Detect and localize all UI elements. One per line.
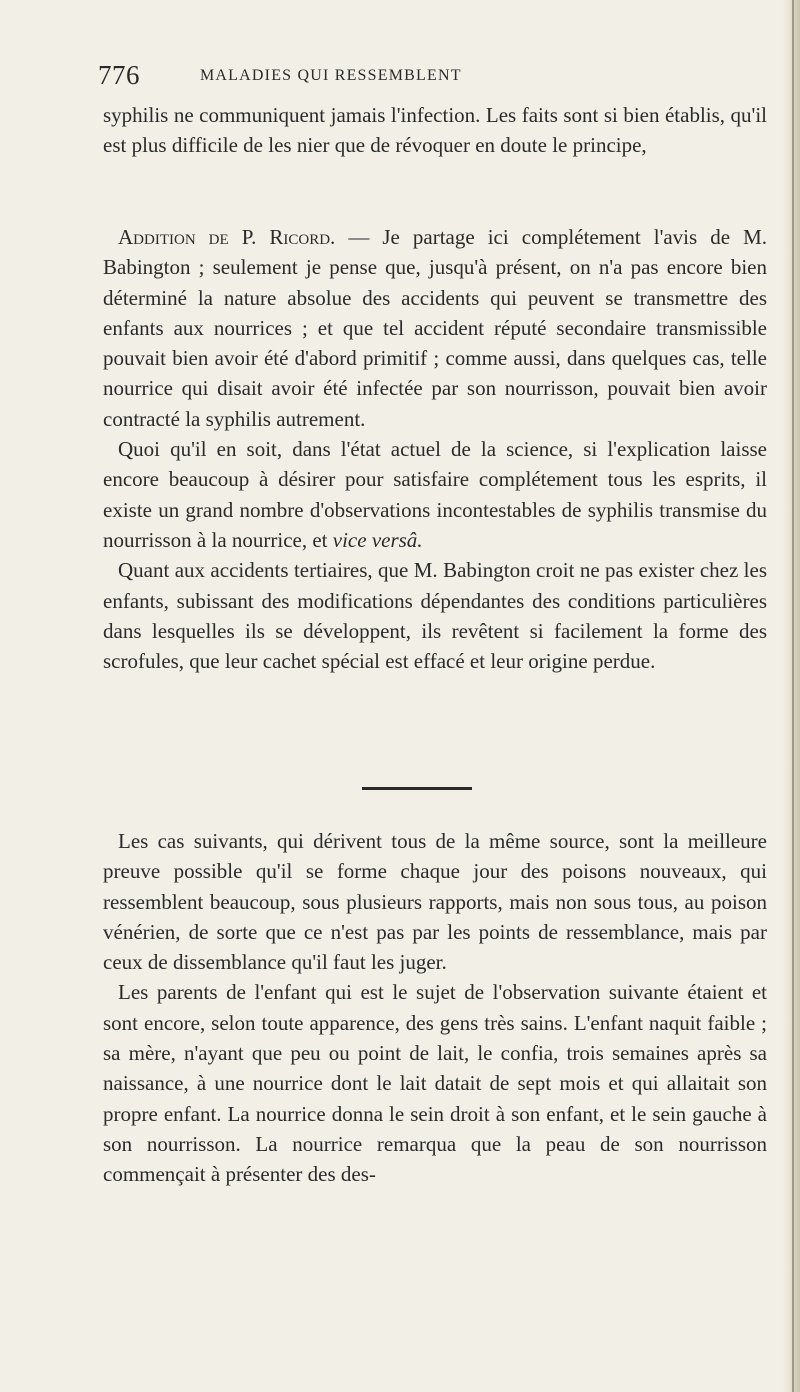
section-divider — [362, 787, 472, 790]
text-block-addition — [103, 222, 767, 676]
paragraph-continuation: syphilis ne communiquent jamais l'infection. Les faits sont si bien établis, qu'il est plus difficile de les nier que de révoquer en doute le principe, — [103, 103, 767, 158]
page-number: 776 — [98, 60, 140, 90]
page-binding-edge — [792, 0, 794, 1392]
paragraph-addition-ricord — [103, 222, 767, 434]
text-block-top — [103, 100, 767, 161]
paragraph-cases: Les cas suivants, qui dérivent tous de la même source, sont la meilleure preuve possible qu'il se forme chaque jour des poisons nouveaux, qui ressemblent beaucoup, sous plusieurs rapports, mais non sous tous, au poison vénérien, de sorte que ce n'est pas par les points de ressemblance, mais par ceux de dissemblance qu'il faut les juger. — [103, 829, 767, 975]
paragraph-observation: Les parents de l'enfant qui est le sujet de l'observation suivante étaient et sont encore, selon toute apparence, des gens très sains. L'enfant naquit faible ; sa mère, n'ayant que peu ou point de lait, le confia, trois semaines après sa naissance, à une nourrice dont le lait datait de sept mois et qui allaitait son propre enfant. La nourrice donna le sein droit à son enfant, et le sein gauche à son nourrisson. La nourrice remarqua que la peau de son nourrisson commençait à présenter des des- — [103, 980, 767, 1187]
addition-lead: Addition de P. Ricord. — [118, 225, 336, 249]
running-head: MALADIES QUI RESSEMBLENT — [200, 67, 462, 84]
page-edge — [782, 0, 800, 1392]
paragraph-science — [103, 434, 767, 555]
vice-versa: vice versâ. — [332, 527, 423, 552]
addition-text: — Je partage ici complétement l'avis de M. Babington ; seulement je pense que, jusqu'à présent, on n'a pas encore bien déterminé la nature absolue des accidents qui peuvent se transmettre des enfants aux nourrices ; et que tel accident réputé secondaire transmissible pouvait bien avoir été d'abord primitif ; comme aussi, dans quelques cas, telle nourrice qui disait avoir été infectée par son nourrisson, pouvait bien avoir contracté la syphilis autrement. — [103, 225, 768, 431]
text-block-cases — [103, 826, 767, 1190]
page-header — [98, 60, 758, 96]
science-text: Quoi qu'il en soit, dans l'état actuel de la science, si l'explication laisse encore beaucoup à désirer pour satisfaire complétement tous les esprits, il existe un grand nombre d'observations incontestables de syphilis transmise du nourrisson à la nourrice, et — [103, 437, 767, 552]
paragraph-tertiary: Quant aux accidents tertiaires, que M. Babington croit ne pas exister chez les enfants, subissant des modifications dépendantes des conditions particulières dans lesquelles ils se développent, ils revêtent si facilement la forme des scrofules, que leur cachet spécial est effacé et leur origine perdue. — [103, 558, 767, 674]
